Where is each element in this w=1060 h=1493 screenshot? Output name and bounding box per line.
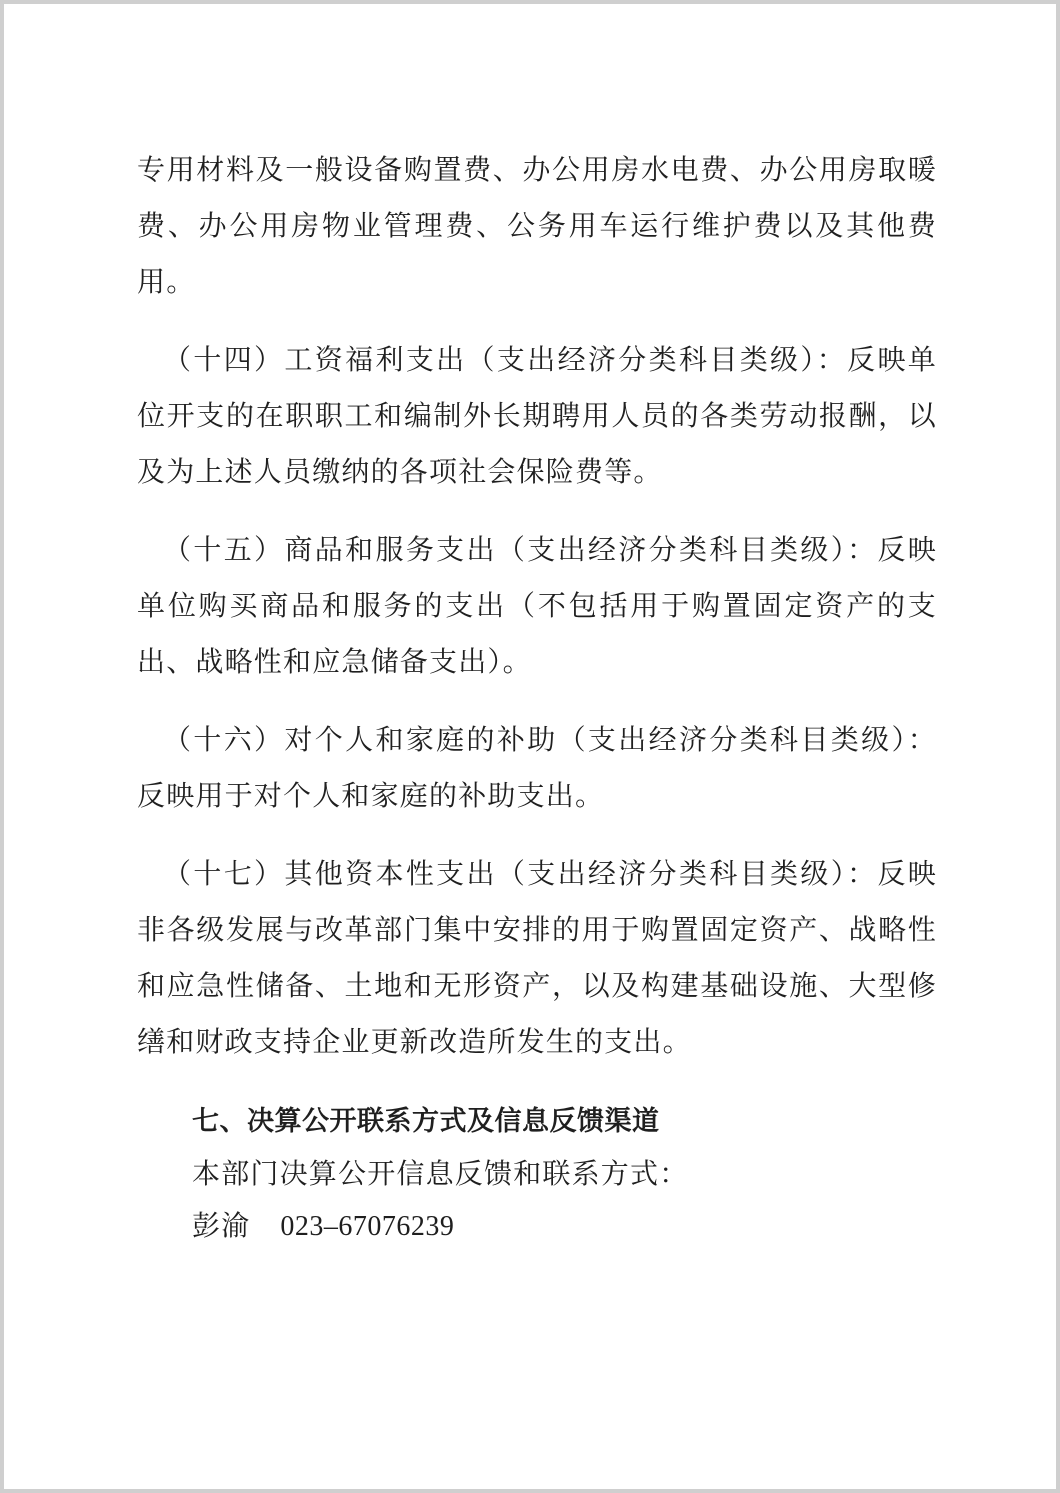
paragraph-item-14: （十四）工资福利支出（支出经济分类科目类级）：反映单位开支的在职职工和编制外长期聘用人员的各类劳动报酬，以及为上述人员缴纳的各项社会保险费等。 (137, 343, 937, 488)
contact-phone: 023–67076239 (280, 1211, 455, 1242)
contact-name: 彭渝 (192, 1209, 251, 1242)
paragraph-item-15: （十五）商品和服务支出（支出经济分类科目类级）：反映单位购买商品和服务的支出（不包括用于购置固定资产的支出、战略性和应急储备支出）。 (137, 533, 937, 678)
contact-intro: 本部门决算公开信息反馈和联系方式： (192, 1157, 689, 1190)
section-heading: 七、决算公开联系方式及信息反馈渠道 (192, 1106, 660, 1137)
paragraph-continuation: 专用材料及一般设备购置费、办公用房水电费、办公用房取暖费、办公用房物业管理费、公务用车运行维护费以及其他费用。 (137, 153, 937, 298)
contact-line (192, 1200, 937, 1253)
page-content (137, 142, 937, 1253)
paragraph-item-16: （十六）对个人和家庭的补助（支出经济分类科目类级）：反映用于对个人和家庭的补助支出。 (137, 723, 937, 812)
contact-section (137, 1096, 937, 1253)
paragraph-item-17: （十七）其他资本性支出（支出经济分类科目类级）：反映非各级发展与改革部门集中安排的用于购置固定资产、战略性和应急性储备、土地和无形资产，以及构建基础设施、大型修缮和财政支持企业更新改造所发生的支出。 (137, 857, 937, 1058)
